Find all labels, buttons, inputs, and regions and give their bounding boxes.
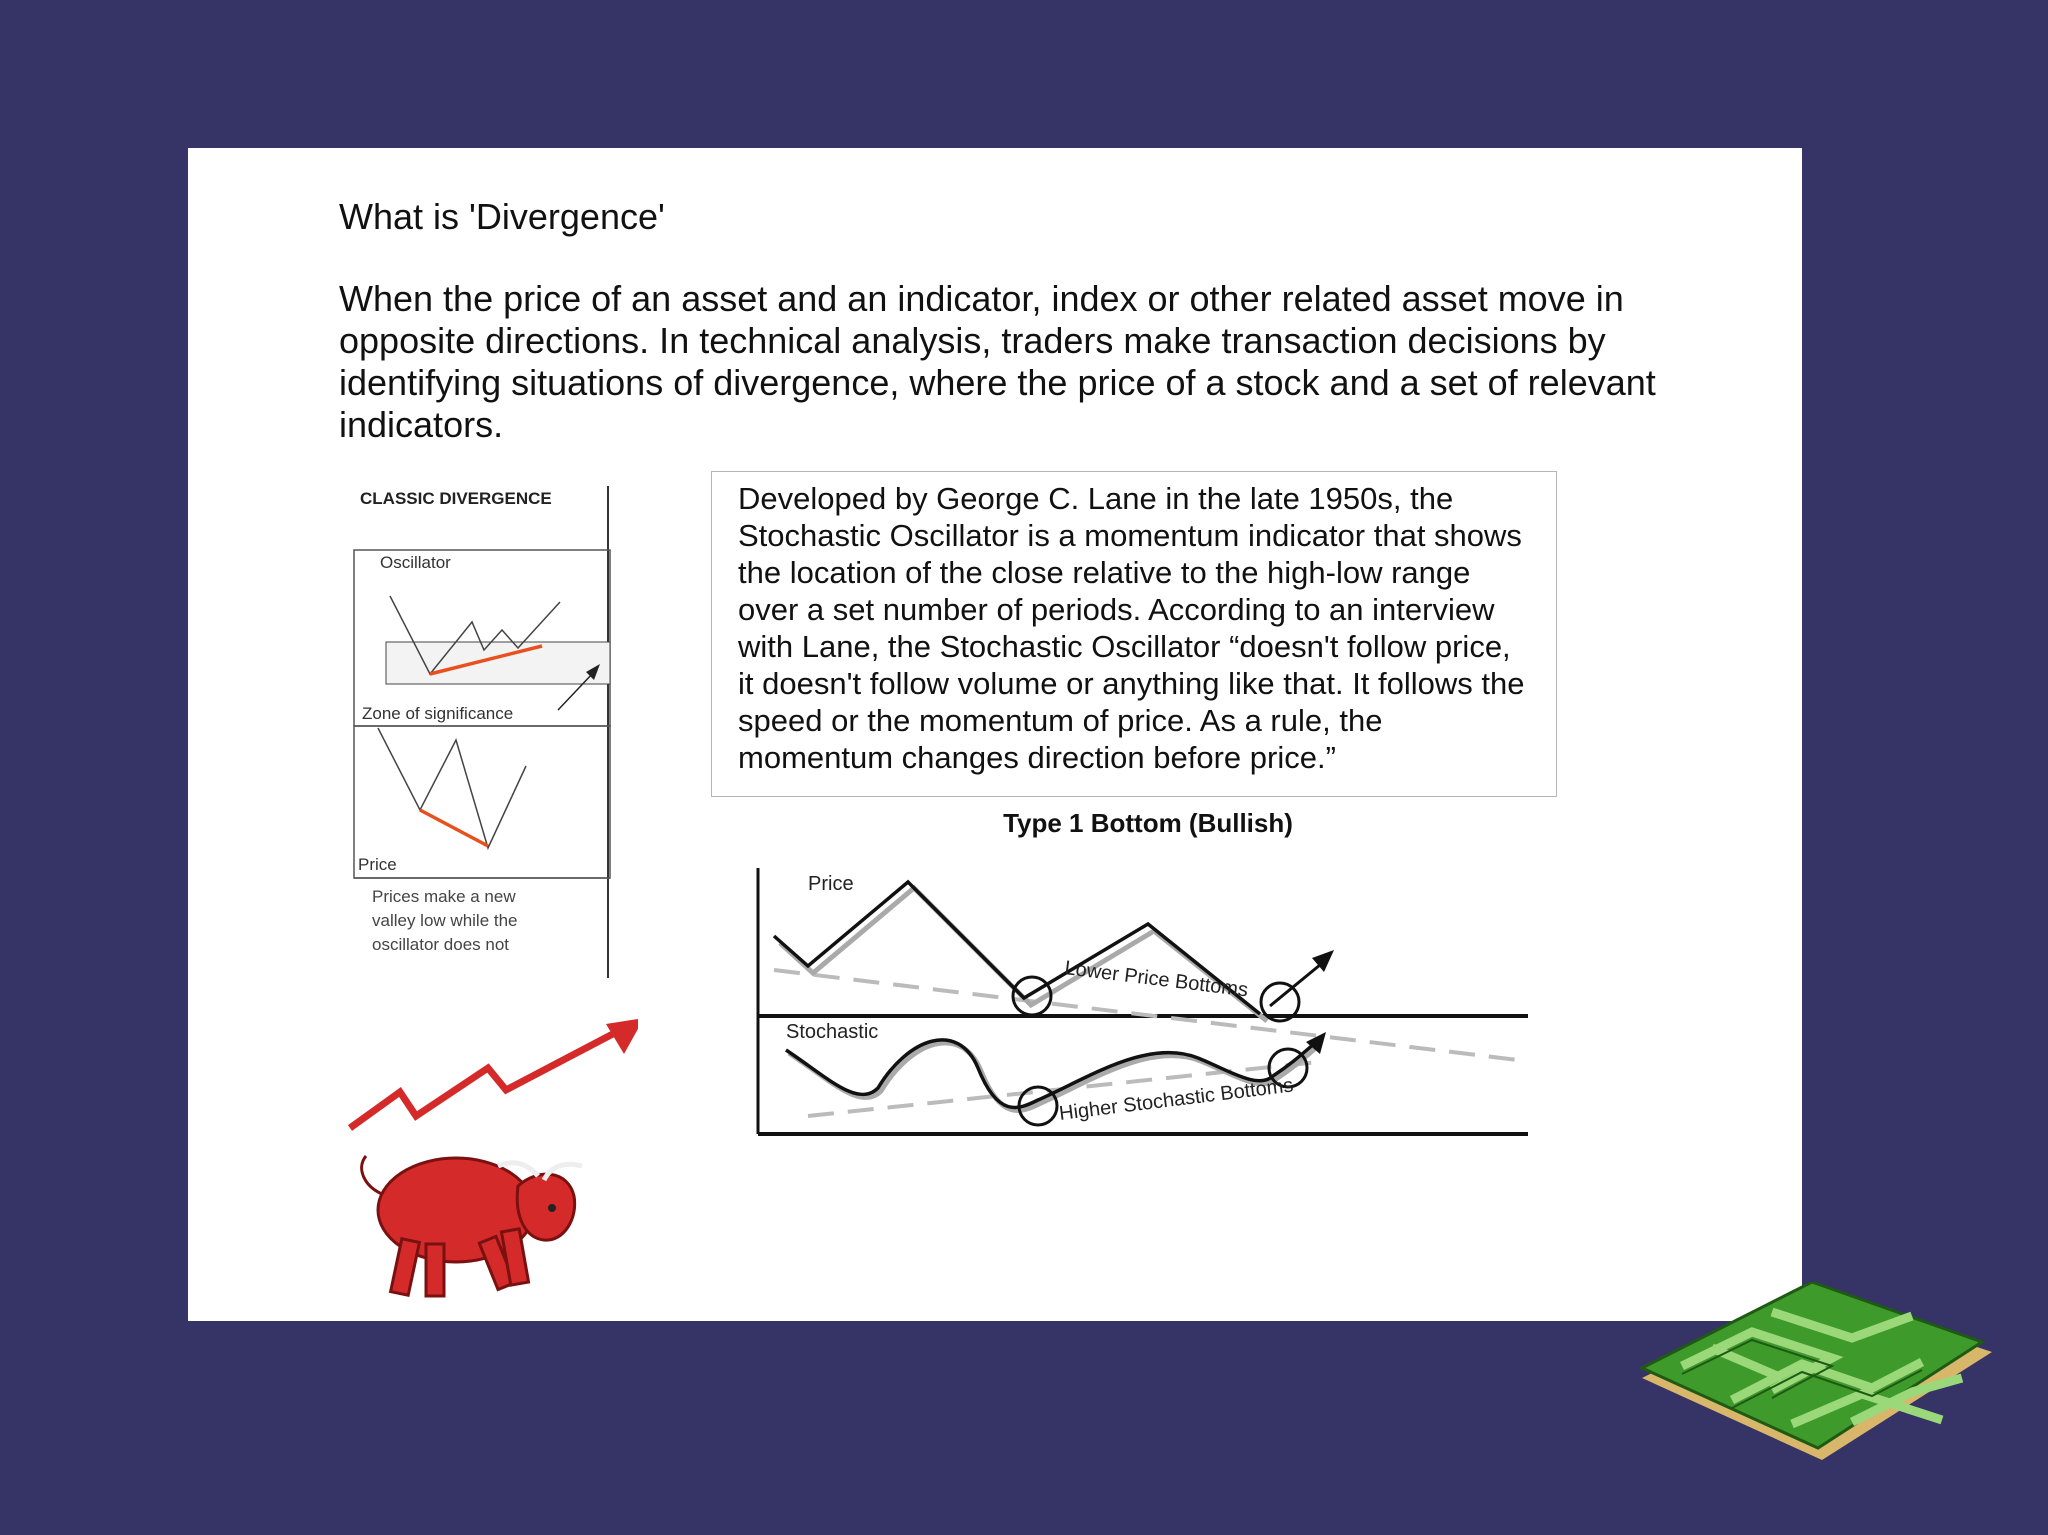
higher-stochastic-bottoms-label: Higher Stochastic Bottoms: [1057, 1074, 1295, 1125]
slide: [188, 148, 1802, 1321]
definition-paragraph: When the price of an asset and an indicator, index or other related asset move in opposite directions. In technical analysis, traders make transaction decisions by identifying situations of divergence, where the price of a stock and a set of relevant indicators.: [339, 278, 1656, 445]
caption-line-1: Prices make a new: [372, 887, 516, 906]
classic-divergence-diagram: [348, 478, 648, 978]
price-label: Price: [358, 855, 397, 874]
price-line: [378, 728, 526, 848]
oscillator-label: Oscillator: [380, 553, 451, 572]
price-panel-label: Price: [808, 873, 854, 895]
stochastic-quote-box: Developed by George C. Lane in the late 1950s, the Stochastic Oscillator is a momentum indicator that shows the location of the close relative to the high-low range over a set number of periods. According to an interview with Lane, the Stochastic Oscillator “doesn't follow price, it doesn't follow volume or anything like that. It follows the speed or the momentum of price. As a rule, the momentum changes direction before price.”: [711, 471, 1557, 797]
type1-bottom-diagram: [728, 798, 1528, 1148]
green-hedge-maze-icon: [1622, 1282, 2002, 1472]
slide-heading: What is 'Divergence': [339, 196, 665, 237]
bull-with-rising-arrow-icon: [338, 1018, 638, 1318]
zone-label: Zone of significance: [362, 704, 514, 723]
lower-price-bottoms-label: Lower Price Bottoms: [1063, 957, 1250, 1002]
stochastic-panel-label: Stochastic: [786, 1021, 879, 1043]
classic-divergence-title: CLASSIC DIVERGENCE: [360, 489, 552, 508]
type1-title: Type 1 Bottom (Bullish): [1003, 808, 1293, 838]
bull-icon: [362, 1156, 582, 1296]
zone-of-significance: [386, 642, 610, 684]
caption-line-3: oscillator does not: [372, 935, 510, 954]
caption-line-2: valley low while the: [372, 911, 518, 930]
oscillator-panel: [354, 550, 610, 726]
rising-arrow-line: [350, 1026, 628, 1128]
